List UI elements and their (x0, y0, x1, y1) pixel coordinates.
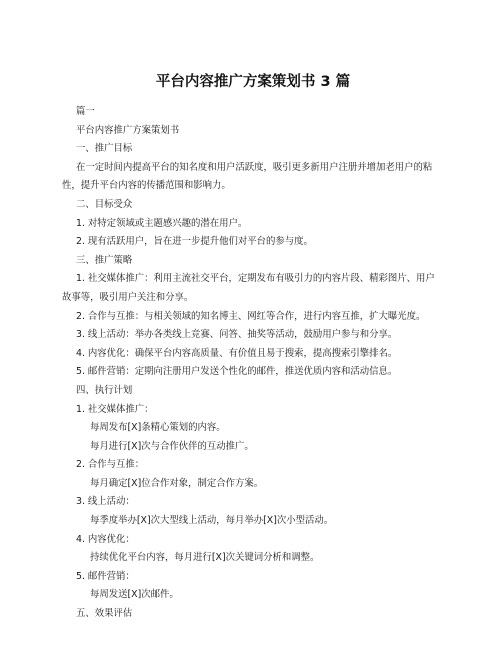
document-line: 三、推广策略 (76, 254, 133, 266)
document-line: 2. 现有活跃用户，旨在进一步提升他们对平台的参与度。 (76, 236, 313, 248)
document-line: 每周发送[X]次邮件。 (90, 589, 179, 601)
document-line: 平台内容推广方案策划书 (76, 124, 180, 136)
document-line: 5. 邮件营销： (76, 570, 135, 582)
document-line: 3. 线上活动： (76, 496, 135, 508)
document-line: 4. 内容优化：确保平台内容高质量、有价值且易于搜索，提高搜索引擎排名。 (76, 347, 398, 359)
document-body (62, 103, 444, 624)
document-line: 在一定时间内提高平台的知名度和用户活跃度，吸引更多新用户注册并增加老用户的粘性，提升平台内容的传播范围和影响力。 (62, 161, 433, 192)
document-line: 2. 合作与互推： (76, 459, 145, 471)
document-line: 5. 邮件营销：定期向注册用户发送个性化的邮件，推送优质内容和活动信息。 (76, 366, 398, 378)
document-line: 3. 线上活动：举办各类线上竞赛、问答、抽奖等活动，鼓励用户参与和分享。 (76, 329, 398, 341)
document-line: 1. 社交媒体推广： (76, 403, 154, 415)
document-line: 篇一 (76, 106, 95, 117)
document-line: 每季度举办[X]次大型线上活动，每月举办[X]次小型活动。 (90, 515, 334, 527)
document-line: 五、效果评估 (76, 608, 133, 620)
document-line: 1. 对特定领域或主题感兴趣的潜在用户。 (76, 217, 248, 229)
document-line: 二、目标受众 (76, 198, 133, 210)
document-line: 持续优化平台内容，每月进行[X]次关键词分析和调整。 (90, 552, 320, 564)
document-title: 平台内容推广方案策划书 3 篇 (155, 74, 351, 90)
document-line: 一、推广目标 (76, 143, 133, 155)
document-line: 每周发布[X]条精心策划的内容。 (90, 422, 226, 434)
document-line: 每月确定[X]位合作对象，制定合作方案。 (90, 477, 264, 489)
document-line: 4. 内容优化： (76, 533, 135, 545)
document-line: 每月进行[X]次与合作伙伴的互动推广。 (90, 440, 254, 452)
document-line: 1. 社交媒体推广：利用主流社交平台，定期发布有吸引力的内容片段、精彩图片、用户故事等，吸引用户关注和分享。 (62, 273, 435, 303)
document-line: 2. 合作与互推：与相关领域的知名博主、网红等合作，进行内容互推，扩大曝光度。 (76, 310, 426, 322)
document-line: 四、执行计划 (76, 384, 133, 396)
